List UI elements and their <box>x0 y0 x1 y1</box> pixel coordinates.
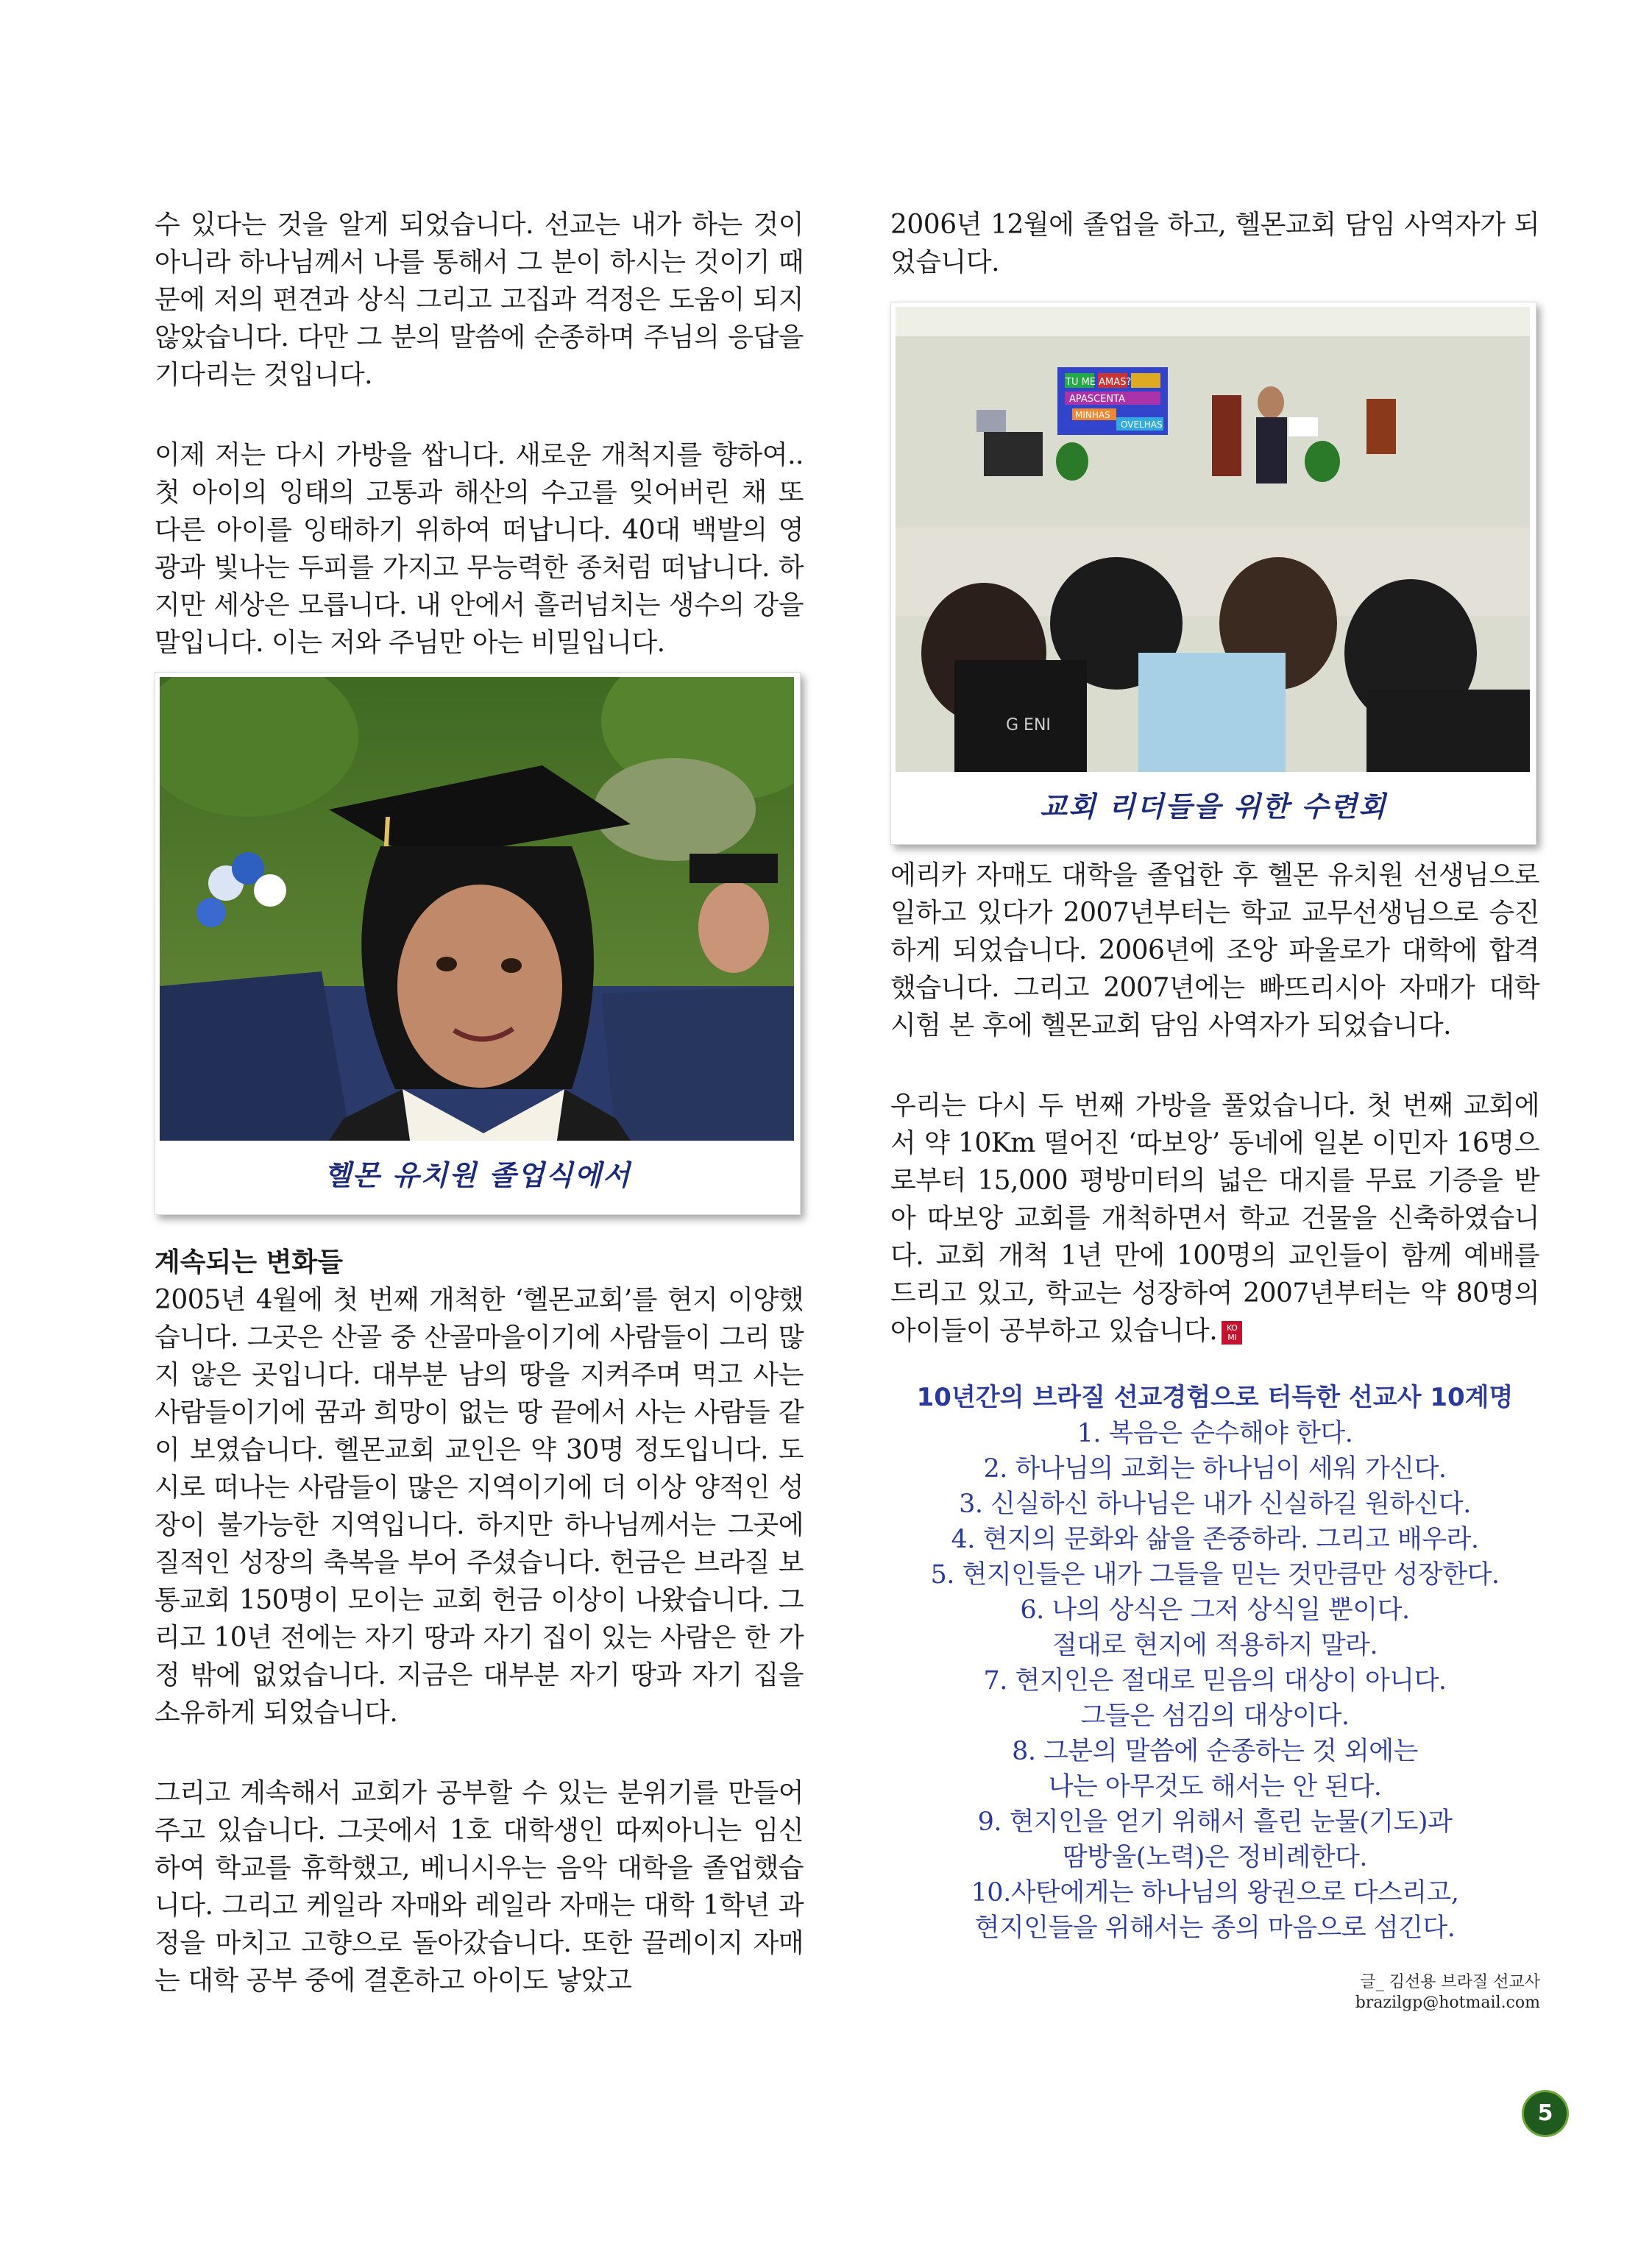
principle-line: 1. 복음은 순수해야 한다. <box>1077 1419 1353 1448</box>
principle-line: 7. 현지인은 절대로 믿음의 대상이 아니다. <box>983 1666 1447 1696</box>
ten-principles <box>890 1379 1539 1946</box>
principle-line: 나는 아무것도 해서는 안 된다. <box>1048 1772 1382 1802</box>
principle-line: 8. 그분의 말씀에 순종하는 것 외에는 <box>1012 1737 1418 1766</box>
principle-line: 10.사탄에게는 하나님의 왕권으로 다스리고, <box>971 1878 1459 1907</box>
principle-line: 9. 현지인을 얻기 위해서 흘린 눈물(기도)과 <box>977 1807 1453 1837</box>
banner-text: MINHAS <box>1075 410 1110 420</box>
graduation-photo-image <box>160 677 794 1141</box>
principles-title: 10년간의 브라질 선교경험으로 터득한 선교사 10계명 <box>916 1383 1514 1412</box>
principle-line: 현지인들을 위해서는 종의 마음으로 섬긴다. <box>974 1913 1456 1943</box>
principle-line: 3. 신실하신 하나님은 내가 신실하길 원하신다. <box>959 1489 1471 1519</box>
left-column <box>155 206 804 1999</box>
principle-line: 6. 나의 상식은 그저 상식일 뿐이다. <box>1020 1595 1410 1625</box>
byline <box>1355 1972 1540 2013</box>
retreat-photo <box>890 302 1536 845</box>
body-paragraph: 에리카 자매도 대학을 졸업한 후 헬몬 유치원 선생님으로 일하고 있다가 2007년부터는 학교 교무선생님으로 승진하게 되었습니다. 2006년에 조앙 파울로가 대학에 합격했습니다. 그리고 2007년에는 빠뜨리시아 자매가 대학 시험 본 후에 헬몬교회 담임 사역자가 되었습니다. <box>890 860 1539 1041</box>
shirt-text: G ENI <box>1006 716 1051 734</box>
byline-author: 글_ 김선용 브라질 선교사 <box>1360 1973 1540 1991</box>
body-paragraph <box>890 1087 1539 1350</box>
body-paragraph: 2006년 12월에 졸업을 하고, 헬몬교회 담임 사역자가 되었습니다. <box>890 210 1539 277</box>
banner-text: TU ME AMAS? <box>1066 377 1132 388</box>
photo-caption: 교회 리더들을 위한 수련회 <box>1040 790 1387 823</box>
section-heading: 계속되는 변화들 <box>155 1247 343 1278</box>
principle-line: 4. 현지의 문화와 삶을 존중하라. 그리고 배우라. <box>951 1525 1479 1554</box>
banner-text: APASCENTA <box>1069 394 1125 405</box>
principle-line: 그들은 섬김의 대상이다. <box>1080 1701 1350 1731</box>
graduation-photo <box>155 672 801 1215</box>
right-column <box>890 206 1539 1946</box>
photo-caption: 헬몬 유치원 졸업식에서 <box>324 1159 631 1191</box>
byline-email: brazilgp@hotmail.com <box>1355 1994 1540 2012</box>
body-paragraph: 수 있다는 것을 알게 되었습니다. 선교는 내가 하는 것이 아니라 하나님께서 나를 통해서 그 분이 하시는 것이기 때문에 저의 편견과 상식 그리고 고집과 걱정은 도움이 되지 않았습니다. 다만 그 분의 말씀에 순종하며 주님의 응답을 기다리는 것입니다. <box>155 210 804 390</box>
principle-line: 2. 하나님의 교회는 하나님이 세워 가신다. <box>983 1454 1447 1484</box>
principle-line: 5. 현지인들은 내가 그들을 믿는 것만큼만 성장한다. <box>930 1560 1500 1590</box>
principle-line: 땀방울(노력)은 정비례한다. <box>1063 1843 1367 1872</box>
body-paragraph: 이제 저는 다시 가방을 쌉니다. 새로운 개척지를 향하여.. 첫 아이의 잉태의 고통과 해산의 수고를 잊어버린 채 또 다른 아이를 잉태하기 위하여 떠납니다. 40대 백발의 영광과 빛나는 두피를 가지고 무능력한 종처럼 떠납니다. 하지만 세상은 모릅니다. 내 안에서 흘러넘치는 생수의 강을 말입니다. 이는 저와 주님만 아는 비밀입니다. <box>155 440 804 658</box>
page-number-badge: 5 <box>1522 2090 1569 2137</box>
retreat-photo-image <box>896 307 1530 772</box>
body-paragraph-text: 우리는 다시 두 번째 가방을 풀었습니다. 첫 번째 교회에서 약 10Km 떨어진 ‘따보앙’ 동네에 일본 이민자 16명으로부터 15,000 평방미터의 넓은 대지를 무료 기증을 받아 따보앙 교회를 개척하면서 학교 건물을 신축하였습니다. 교회 개척 1년 만에 100명의 교인들이 함께 예배를 드리고 있고, 학교는 성장하여 2007년부터는 약 80명의 아이들이 공부하고 있습니다. <box>890 1091 1539 1346</box>
body-paragraph: 그리고 계속해서 교회가 공부할 수 있는 분위기를 만들어 주고 있습니다. 그곳에서 1호 대학생인 따찌아니는 임신하여 학교를 휴학했고, 베니시우는 음악 대학을 졸업했습니다. 그리고 케일라 자매와 레일라 자매는 대학 1학년 과정을 마치고 고향으로 돌아갔습니다. 또한 끌레이지 자매는 대학 공부 중에 결혼하고 아이도 낳았고 <box>155 1778 804 1996</box>
principle-line: 절대로 현지에 적용하지 말라. <box>1052 1631 1378 1660</box>
banner-text: OVELHAS <box>1121 419 1163 430</box>
body-paragraph: 2005년 4월에 첫 번째 개척한 ‘헬몬교회’를 현지 이양했습니다. 그곳은 산골 중 산골마을이기에 사람들이 그리 많지 않은 곳입니다. 대부분 남의 땅을 지켜주며 먹고 사는 사람들이기에 꿈과 희망이 없는 땅 끝에서 사는 사람들 같이 보였습니다. 헬몬교회 교인은 약 30명 정도입니다. 도시로 떠나는 사람들이 많은 지역이기에 더 이상 양적인 성장이 불가능한 지역입니다. 하지만 하나님께서는 그곳에 질적인 성장의 축복을 부어 주셨습니다. 헌금은 브라질 보통교회 150명이 모이는 교회 헌금 이상이 나왔습니다. 그리고 10년 전에는 자기 땅과 자기 집이 있는 사람은 한 가정 밖에 없었습니다. 지금은 대부분 자기 땅과 자기 집을 소유하게 되었습니다. <box>155 1285 804 1728</box>
komi-logo: KO MI <box>1222 1321 1242 1345</box>
